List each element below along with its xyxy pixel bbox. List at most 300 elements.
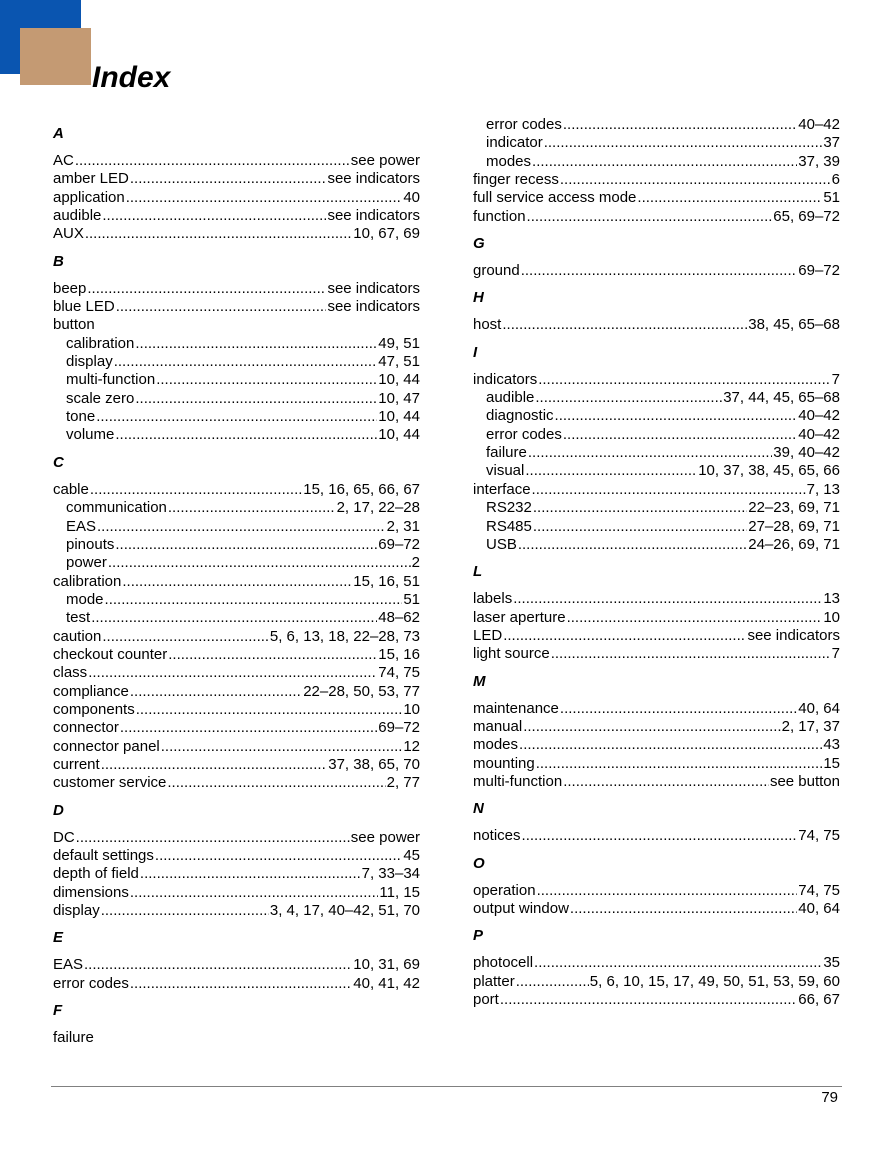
index-entry xyxy=(473,371,840,389)
index-term: RS232 xyxy=(486,499,532,517)
index-term: caution xyxy=(53,627,102,645)
dot-leader xyxy=(91,609,377,627)
index-pages: 10, 44 xyxy=(378,371,420,389)
logo-tan-square xyxy=(20,28,91,85)
dot-leader xyxy=(538,371,830,389)
index-entry xyxy=(53,664,420,682)
index-entry xyxy=(53,865,420,883)
index-term: indicator xyxy=(486,134,543,152)
index-entry xyxy=(473,991,840,1009)
index-pages: 69–72 xyxy=(378,535,420,553)
index-entry xyxy=(53,701,420,719)
index-term: light source xyxy=(473,645,550,663)
index-entry xyxy=(53,738,420,756)
index-pages: 69–72 xyxy=(378,719,420,737)
index-pages: 43 xyxy=(823,736,840,754)
index-term: audible xyxy=(486,389,535,407)
index-term: dimensions xyxy=(53,883,129,901)
index-letter-heading: H xyxy=(473,289,484,307)
index-entry xyxy=(473,973,840,991)
index-term: error codes xyxy=(486,425,562,443)
index-entry xyxy=(53,756,420,774)
index-pages: see indicators xyxy=(327,298,420,316)
index-entry xyxy=(53,956,420,974)
footer-rule xyxy=(51,1086,842,1087)
index-pages: 15, 16 xyxy=(378,645,420,663)
index-pages: 39, 40–42 xyxy=(773,444,840,462)
index-pages: 40, 64 xyxy=(798,899,840,917)
index-pages: 24–26, 69, 71 xyxy=(748,535,840,553)
dot-leader xyxy=(519,736,822,754)
index-pages: 2, 17, 37 xyxy=(781,717,840,735)
index-pages: 10, 37, 38, 45, 65, 66 xyxy=(698,462,840,480)
index-term: EAS xyxy=(53,956,84,974)
index-term: calibration xyxy=(66,334,135,352)
index-term: components xyxy=(53,700,135,718)
dot-leader xyxy=(528,444,772,462)
index-pages: 49, 51 xyxy=(378,334,420,352)
dot-leader xyxy=(76,829,350,847)
index-term: default settings xyxy=(53,847,154,864)
index-entry xyxy=(53,683,420,701)
index-term: tone xyxy=(66,408,96,426)
index-term: button xyxy=(53,316,95,334)
index-term: modes xyxy=(486,152,532,170)
dot-leader xyxy=(136,701,403,719)
dot-leader xyxy=(637,189,822,207)
dot-leader xyxy=(102,207,326,225)
index-term: function xyxy=(473,207,526,225)
index-term: visual xyxy=(486,462,525,480)
index-term: notices xyxy=(473,827,521,845)
index-term: port xyxy=(473,991,499,1008)
index-entry xyxy=(473,900,840,918)
index-pages: 7 xyxy=(831,370,840,388)
index-pages: 10, 67, 69 xyxy=(353,225,420,243)
index-subentry xyxy=(53,408,420,426)
dot-leader xyxy=(101,902,269,920)
index-term: indicators xyxy=(473,370,538,388)
index-letter-heading: M xyxy=(473,672,486,690)
index-term: multi-function xyxy=(66,371,156,389)
index-letter-heading: B xyxy=(53,252,64,270)
index-pages: 3, 4, 17, 40–42, 51, 70 xyxy=(269,902,420,920)
index-term: failure xyxy=(53,1029,94,1047)
index-entry xyxy=(53,481,420,499)
index-entry xyxy=(473,645,840,663)
index-subentry xyxy=(473,426,840,444)
index-pages: 7, 33–34 xyxy=(361,865,420,883)
index-entry xyxy=(53,207,420,225)
index-subentry xyxy=(53,426,420,444)
dot-leader xyxy=(130,170,327,188)
index-subentry xyxy=(473,134,840,152)
index-pages: 22–23, 69, 71 xyxy=(748,499,840,517)
index-entry xyxy=(473,627,840,645)
index-term: manual xyxy=(473,717,523,735)
dot-leader xyxy=(533,518,747,536)
index-entry xyxy=(473,208,840,226)
index-column-right xyxy=(473,116,840,1009)
dot-leader xyxy=(534,954,822,972)
index-term: failure xyxy=(486,444,527,462)
index-subentry xyxy=(53,499,420,517)
index-pages: 51 xyxy=(823,189,840,207)
dot-leader xyxy=(122,573,352,591)
dot-leader xyxy=(161,738,403,756)
index-term: test xyxy=(66,609,91,627)
dot-leader xyxy=(518,536,747,554)
index-entry xyxy=(53,774,420,792)
index-entry xyxy=(53,280,420,298)
index-subentry xyxy=(473,462,840,480)
dot-leader xyxy=(87,280,326,298)
index-column-left xyxy=(53,116,420,1047)
dot-leader xyxy=(516,973,589,991)
index-term: communication xyxy=(66,499,167,517)
index-pages: 7, 13 xyxy=(806,480,840,498)
dot-leader xyxy=(560,700,797,718)
index-letter-heading: F xyxy=(53,1002,63,1020)
dot-leader xyxy=(555,407,798,425)
index-pages: 74, 75 xyxy=(798,881,840,899)
index-term: host xyxy=(473,316,502,334)
dot-leader xyxy=(115,426,377,444)
dot-leader xyxy=(85,225,352,243)
index-term: current xyxy=(53,755,100,773)
dot-leader xyxy=(563,773,769,791)
dot-leader xyxy=(90,481,302,499)
dot-leader xyxy=(513,590,822,608)
index-term: scale zero xyxy=(66,389,135,407)
index-entry xyxy=(473,954,840,972)
index-entry xyxy=(473,171,840,189)
index-entry xyxy=(473,827,840,845)
dot-leader xyxy=(168,646,377,664)
index-term: error codes xyxy=(53,974,129,992)
index-entry xyxy=(53,298,420,316)
index-pages: 7 xyxy=(831,645,840,663)
dot-leader xyxy=(96,408,377,426)
index-entry xyxy=(53,902,420,920)
index-entry xyxy=(473,700,840,718)
index-subentry xyxy=(53,518,420,536)
index-pages: 2 xyxy=(411,554,420,572)
dot-leader xyxy=(537,882,798,900)
index-subentry xyxy=(53,353,420,371)
index-pages: see power xyxy=(350,828,420,846)
dot-leader xyxy=(126,189,403,207)
index-pages: 37, 39 xyxy=(798,152,840,170)
index-term: display xyxy=(53,902,100,920)
index-subentry xyxy=(473,444,840,462)
dot-leader xyxy=(101,756,328,774)
dot-leader xyxy=(156,371,377,389)
index-subentry xyxy=(473,499,840,517)
index-term: mounting xyxy=(473,754,535,772)
index-term: operation xyxy=(473,881,536,899)
index-subentry xyxy=(473,116,840,134)
index-entry xyxy=(53,170,420,188)
index-pages: 37 xyxy=(823,134,840,152)
index-pages: 40–42 xyxy=(798,407,840,425)
dot-leader xyxy=(567,609,823,627)
index-letter-heading: P xyxy=(473,927,484,945)
index-letter-heading: L xyxy=(473,563,483,581)
dot-leader xyxy=(130,884,379,902)
index-pages: see indicators xyxy=(327,207,420,225)
index-subentry xyxy=(53,554,420,572)
index-subentry xyxy=(53,591,420,609)
index-entry xyxy=(473,590,840,608)
index-pages: 10, 31, 69 xyxy=(353,956,420,974)
index-term: mode xyxy=(66,590,104,608)
dot-leader xyxy=(97,518,386,536)
index-term: blue LED xyxy=(53,298,115,316)
index-pages: 11, 15 xyxy=(379,883,420,901)
index-term: error codes xyxy=(486,116,562,133)
dot-leader xyxy=(536,755,823,773)
index-term: EAS xyxy=(66,517,97,535)
index-entry xyxy=(53,628,420,646)
index-term: modes xyxy=(473,736,519,754)
dot-leader xyxy=(135,390,377,408)
index-term: multi-function xyxy=(473,772,563,790)
index-pages: see indicators xyxy=(327,170,420,188)
index-term: display xyxy=(66,353,113,371)
index-pages: 35 xyxy=(823,954,840,972)
index-pages: 40, 41, 42 xyxy=(353,974,420,992)
index-pages: 40, 64 xyxy=(798,699,840,717)
index-term: output window xyxy=(473,899,569,917)
index-term: class xyxy=(53,664,88,682)
index-term: beep xyxy=(53,279,87,297)
dot-leader xyxy=(105,591,403,609)
index-term: labels xyxy=(473,590,513,608)
index-term: pinouts xyxy=(66,535,115,553)
index-letter-heading: C xyxy=(53,453,64,471)
index-subentry xyxy=(473,389,840,407)
index-entry xyxy=(53,847,420,865)
index-term: AUX xyxy=(53,225,84,243)
dot-leader xyxy=(535,389,722,407)
index-pages: 10, 44 xyxy=(378,426,420,444)
index-pages: 2, 31 xyxy=(386,517,420,535)
index-term: LED xyxy=(473,626,503,644)
index-entry xyxy=(473,773,840,791)
index-pages: 12 xyxy=(403,737,420,755)
index-entry xyxy=(53,646,420,664)
dot-leader xyxy=(116,298,327,316)
dot-leader xyxy=(108,554,411,572)
index-pages: 37, 38, 65, 70 xyxy=(328,755,420,773)
index-term: customer service xyxy=(53,774,167,792)
index-pages: 40–42 xyxy=(798,425,840,443)
index-letter-heading: I xyxy=(473,343,478,361)
index-pages: 13 xyxy=(823,590,840,608)
index-entry xyxy=(473,736,840,754)
index-pages: 15, 16, 65, 66, 67 xyxy=(303,480,420,498)
dot-leader xyxy=(167,774,385,792)
index-subentry xyxy=(473,407,840,425)
index-term: full service access mode xyxy=(473,189,637,207)
index-term: connector panel xyxy=(53,737,160,755)
index-term: DC xyxy=(53,828,75,846)
index-pages: 74, 75 xyxy=(798,827,840,845)
index-entry xyxy=(53,316,420,334)
index-term: compliance xyxy=(53,682,129,700)
index-pages: 2, 77 xyxy=(386,774,420,792)
index-pages: 45 xyxy=(403,847,420,864)
dot-leader xyxy=(523,718,780,736)
page-title: Index xyxy=(92,61,171,94)
index-entry xyxy=(53,975,420,993)
index-term: connector xyxy=(53,719,119,737)
index-pages: 51 xyxy=(403,590,420,608)
index-term: finger recess xyxy=(473,171,559,189)
index-term: checkout counter xyxy=(53,645,168,663)
dot-leader xyxy=(551,645,831,663)
dot-leader xyxy=(168,499,336,517)
index-letter-heading: E xyxy=(53,929,64,947)
index-term: audible xyxy=(53,207,102,225)
dot-leader xyxy=(130,975,352,993)
dot-leader xyxy=(522,827,798,845)
index-entry xyxy=(53,189,420,207)
index-entry xyxy=(53,884,420,902)
index-pages: 10 xyxy=(823,608,840,626)
index-pages: 15, 16, 51 xyxy=(353,572,420,590)
dot-leader xyxy=(84,956,352,974)
index-pages: 65, 69–72 xyxy=(773,207,840,225)
index-subentry xyxy=(53,335,420,353)
dot-leader xyxy=(102,628,269,646)
dot-leader xyxy=(502,316,747,334)
index-entry xyxy=(53,573,420,591)
dot-leader xyxy=(544,134,823,152)
dot-leader xyxy=(75,152,350,170)
index-pages: see indicators xyxy=(747,626,840,644)
index-pages: 27–28, 69, 71 xyxy=(748,517,840,535)
dot-leader xyxy=(155,847,402,865)
dot-leader xyxy=(135,335,377,353)
index-pages: 22–28, 50, 53, 77 xyxy=(303,682,420,700)
index-entry xyxy=(473,718,840,736)
dot-leader xyxy=(532,481,806,499)
index-term: ground xyxy=(473,262,520,280)
index-entry xyxy=(53,719,420,737)
index-pages: 2, 17, 22–28 xyxy=(336,499,420,517)
index-entry xyxy=(473,755,840,773)
index-subentry xyxy=(473,153,840,171)
index-term: depth of field xyxy=(53,865,139,883)
index-letter-heading: D xyxy=(53,801,64,819)
index-subentry xyxy=(53,536,420,554)
index-term: interface xyxy=(473,480,531,498)
index-pages: 10 xyxy=(403,700,420,718)
index-entry xyxy=(53,829,420,847)
index-subentry xyxy=(53,390,420,408)
dot-leader xyxy=(563,116,797,134)
index-letter-heading: N xyxy=(473,800,484,818)
index-subentry xyxy=(53,609,420,627)
index-pages: 69–72 xyxy=(798,262,840,280)
index-pages: 15 xyxy=(823,754,840,772)
index-term: amber LED xyxy=(53,170,129,188)
index-pages: 37, 44, 45, 65–68 xyxy=(723,389,840,407)
index-pages: see button xyxy=(769,772,840,790)
index-pages: 10, 47 xyxy=(378,389,420,407)
index-entry xyxy=(473,316,840,334)
index-entry xyxy=(473,882,840,900)
index-pages: 5, 6, 10, 15, 17, 49, 50, 51, 53, 59, 60 xyxy=(589,972,840,990)
dot-leader xyxy=(563,426,797,444)
index-entry xyxy=(53,152,420,170)
index-entry xyxy=(473,481,840,499)
dot-leader xyxy=(500,991,797,1009)
index-pages: 40–42 xyxy=(798,116,840,133)
index-term: application xyxy=(53,188,125,206)
index-term: calibration xyxy=(53,572,122,590)
index-letter-heading: G xyxy=(473,235,485,253)
index-letter-heading: O xyxy=(473,854,485,872)
index-pages: 47, 51 xyxy=(378,353,420,371)
dot-leader xyxy=(115,536,377,554)
index-pages: 48–62 xyxy=(378,609,420,627)
index-term: volume xyxy=(66,426,115,444)
index-pages: see indicators xyxy=(327,279,420,297)
dot-leader xyxy=(130,683,302,701)
page-number: 79 xyxy=(821,1089,838,1106)
index-term: maintenance xyxy=(473,699,559,717)
index-term: AC xyxy=(53,152,74,169)
index-subentry xyxy=(53,371,420,389)
dot-leader xyxy=(560,171,831,189)
index-pages: see power xyxy=(350,152,420,169)
index-subentry xyxy=(473,536,840,554)
dot-leader xyxy=(114,353,378,371)
dot-leader xyxy=(525,462,697,480)
index-pages: 74, 75 xyxy=(378,664,420,682)
index-pages: 66, 67 xyxy=(798,991,840,1008)
index-term: photocell xyxy=(473,954,534,972)
index-term: diagnostic xyxy=(486,407,554,425)
index-entry xyxy=(473,609,840,627)
dot-leader xyxy=(140,865,361,883)
index-entry xyxy=(53,1029,420,1047)
dot-leader xyxy=(570,900,797,918)
dot-leader xyxy=(88,664,377,682)
index-entry xyxy=(473,262,840,280)
index-pages: 38, 45, 65–68 xyxy=(748,316,840,334)
dot-leader xyxy=(503,627,746,645)
index-subentry xyxy=(473,518,840,536)
dot-leader xyxy=(527,208,773,226)
index-term: laser aperture xyxy=(473,608,566,626)
index-entry xyxy=(53,225,420,243)
index-term: RS485 xyxy=(486,517,532,535)
index-term: cable xyxy=(53,480,89,498)
index-pages: 10, 44 xyxy=(378,408,420,426)
index-term: platter xyxy=(473,972,515,990)
dot-leader xyxy=(533,499,747,517)
index-pages: 6 xyxy=(831,171,840,189)
index-entry xyxy=(473,189,840,207)
dot-leader xyxy=(120,719,377,737)
index-letter-heading: A xyxy=(53,125,64,142)
index-pages: 5, 6, 13, 18, 22–28, 73 xyxy=(269,627,420,645)
index-pages: 40 xyxy=(403,188,420,206)
